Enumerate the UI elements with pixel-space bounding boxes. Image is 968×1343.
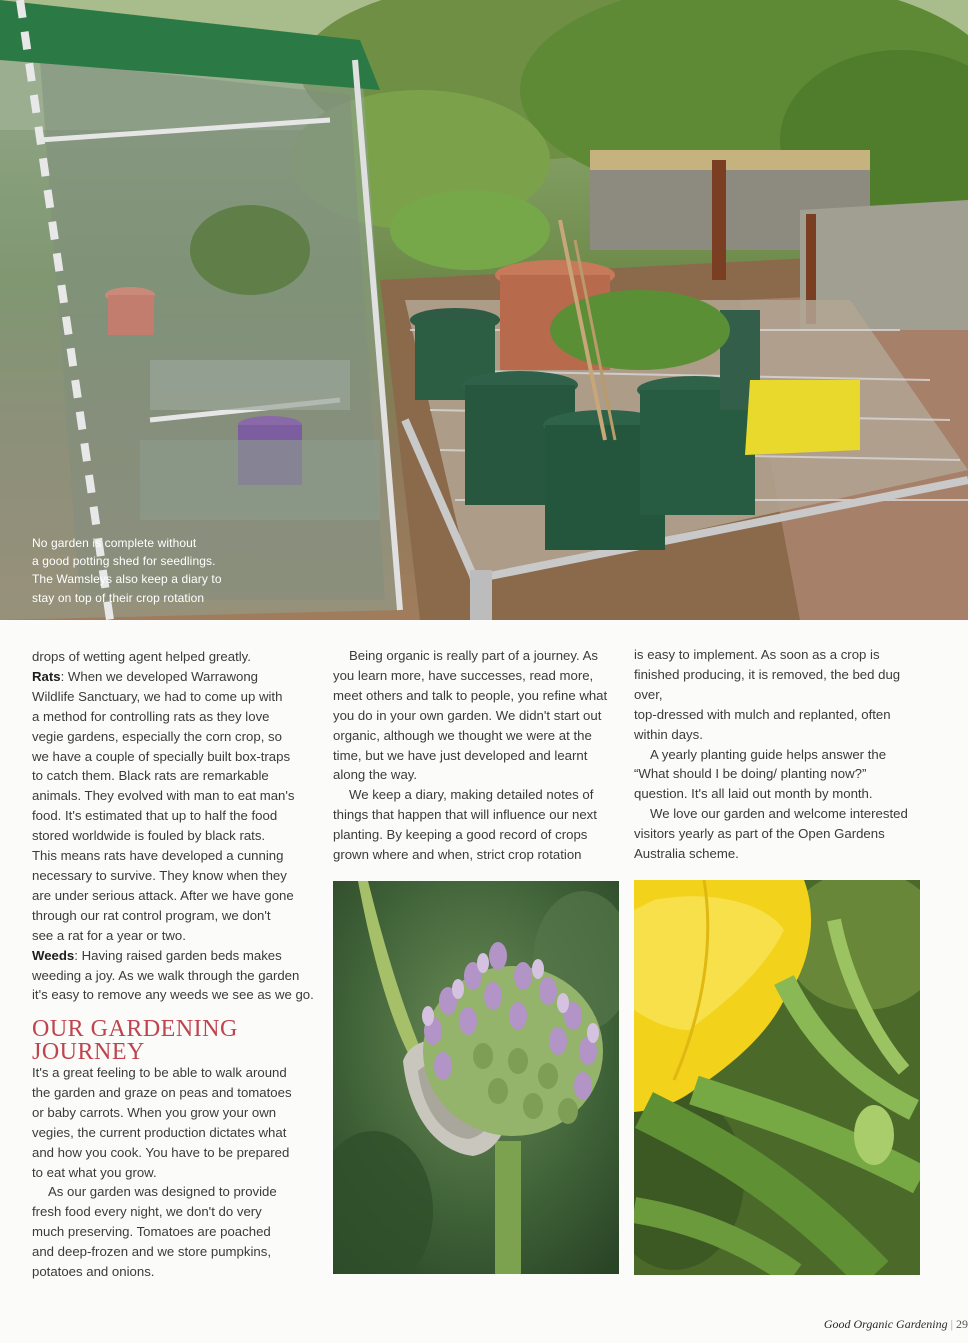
- body-line: through our rat control program, we don't: [32, 907, 271, 923]
- caption-line: stay on top of their crop rotation: [32, 590, 205, 605]
- body-line: within days.: [634, 726, 703, 742]
- body-line: stored worldwide is fouled by black rats.: [32, 828, 266, 844]
- body-line: It's a great feeling to be able to walk around: [32, 1065, 287, 1080]
- body-line: over,: [634, 686, 663, 702]
- body-line: We keep a diary, making detailed notes of: [349, 787, 594, 803]
- photo-caption: [32, 534, 272, 607]
- page-footer: [824, 1317, 968, 1332]
- article-column-3: [634, 645, 934, 864]
- body-line: necessary to survive. They know when they: [32, 867, 287, 883]
- body-line: We love our garden and welcome interested: [650, 806, 908, 822]
- body-line: time, but we have just developed and learnt: [333, 747, 588, 763]
- rats-lead: Rats: [32, 668, 61, 684]
- body-line: Australia scheme.: [634, 846, 739, 862]
- body-line: to eat what you grow.: [32, 1164, 157, 1180]
- body-line: visitors yearly as part of the Open Gardens: [634, 826, 885, 842]
- body-line: you do in your own garden. We didn't start out: [333, 707, 602, 723]
- weeds-paragraph-first-line: [32, 946, 322, 966]
- body-line: Being organic is really part of a journey. As: [349, 648, 598, 663]
- body-line: question. It's all laid out month by month.: [634, 786, 873, 802]
- body-line: along the way.: [333, 767, 418, 783]
- body-line: grown where and when, strict crop rotation: [333, 847, 582, 863]
- body-line: vegie gardens, especially the corn crop, so: [32, 728, 282, 744]
- page-number: 29: [956, 1317, 968, 1331]
- section-heading: [32, 1018, 292, 1064]
- body-line: Wildlife Sanctuary, we had to come up with: [32, 688, 283, 704]
- body-line: As our garden was designed to provide: [48, 1184, 277, 1200]
- body-line: to catch them. Black rats are remarkable: [32, 768, 269, 784]
- body-line: and how you cook. You have to be prepared: [32, 1144, 290, 1160]
- heading-line: JOURNEY: [32, 1039, 145, 1065]
- body-line: is easy to implement. As soon as a crop is: [634, 647, 880, 662]
- body-line: fresh food every night, we don't do very: [32, 1204, 262, 1220]
- body-line: are under serious attack. After we have gone: [32, 887, 294, 903]
- body-line: much preserving. Tomatoes are poached: [32, 1224, 271, 1240]
- heading-line: OUR GARDENING: [32, 1016, 238, 1042]
- body-line: weeding a joy. As we walk through the garden: [32, 967, 300, 983]
- body-line: vegies, the current production dictates what: [32, 1124, 287, 1140]
- caption-line: No garden is complete without: [32, 536, 197, 550]
- body-line: you learn more, have successes, read more,: [333, 667, 594, 683]
- body-line: potatoes and onions.: [32, 1264, 155, 1280]
- body-line: This means rats have developed a cunning: [32, 848, 284, 864]
- body-line: top-dressed with mulch and replanted, often: [634, 706, 891, 722]
- magazine-title: Good Organic Gardening: [823, 1317, 948, 1331]
- body-line: see a rat for a year or two.: [32, 927, 186, 943]
- body-line: things that happen that will influence our next: [333, 807, 597, 823]
- caption-line: a good potting shed for seedlings.: [32, 554, 216, 569]
- weeds-first-text: : Having raised garden beds makes: [74, 947, 282, 963]
- body-line: finished producing, it is removed, the bed dug: [634, 666, 901, 682]
- body-line: A yearly planting guide helps answer the: [650, 746, 887, 762]
- body-line: a method for controlling rats as they love: [32, 708, 270, 724]
- body-line: drops of wetting agent helped greatly.: [32, 649, 251, 664]
- body-line: food. It's estimated that up to half the food: [32, 808, 278, 824]
- zucchini-photo: [634, 880, 920, 1275]
- footer-separator: |: [950, 1317, 953, 1331]
- body-line: “What should I be doing/ planting now?”: [634, 766, 867, 782]
- body-line: and deep-frozen and we store pumpkins,: [32, 1244, 271, 1260]
- body-line: meet others and talk to people, you refine what: [333, 687, 608, 703]
- body-line: animals. They evolved with man to eat man's: [32, 788, 295, 804]
- greenhouse-garden-photo-icon: [0, 0, 968, 620]
- body-line: the garden and graze on peas and tomatoes: [32, 1084, 292, 1100]
- allium-flower-photo-icon: [333, 881, 619, 1274]
- body-line: organic, although we thought we were at the: [333, 727, 592, 743]
- zucchini-flower-photo-icon: [634, 880, 920, 1275]
- body-line: or baby carrots. When you grow your own: [32, 1104, 277, 1120]
- body-line: it's easy to remove any weeds we see as we go.: [32, 987, 314, 1003]
- body-line: we have a couple of specially built box-traps: [32, 748, 291, 764]
- allium-photo: [333, 881, 619, 1274]
- weeds-lead: Weeds: [32, 947, 75, 963]
- caption-line: The Wamsleys also keep a diary to: [32, 572, 222, 587]
- body-line: planting. By keeping a good record of crops: [333, 827, 588, 843]
- rats-first-text: : When we developed Warrawong: [60, 668, 259, 684]
- article-column-2: [333, 646, 623, 865]
- hero-photo: [0, 0, 968, 620]
- rats-paragraph-first-line: [32, 667, 322, 687]
- article-column-1: [32, 647, 322, 1005]
- article-column-1-journey: [32, 1063, 322, 1282]
